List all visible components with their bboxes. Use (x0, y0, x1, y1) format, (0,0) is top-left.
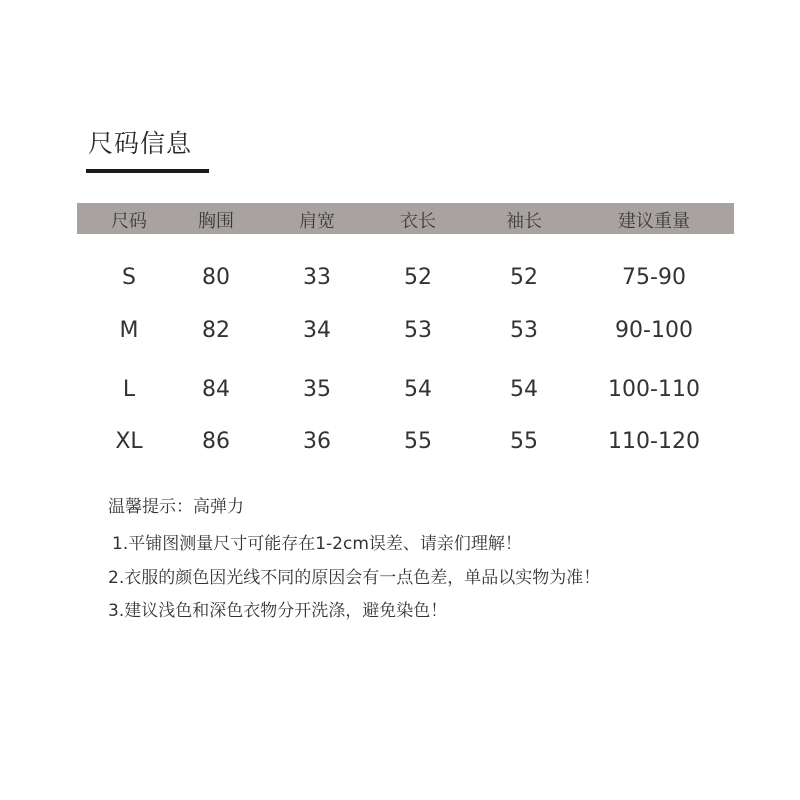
length-cell: 55 (404, 429, 432, 454)
chest-cell: 84 (202, 377, 230, 402)
note-item: 3.建议浅色和深色衣物分开洗涤，避免染色！ (108, 601, 448, 621)
note-item: 1.平铺图测量尺寸可能存在1-2cm误差、请亲们理解！ (112, 534, 522, 554)
header-weight: 建议重量 (618, 211, 690, 232)
header-sleeve: 袖长 (506, 211, 542, 232)
header-size: 尺码 (111, 211, 147, 232)
notes-heading: 温馨提示：高弹力 (108, 497, 244, 517)
shoulder-cell: 33 (303, 265, 331, 290)
shoulder-cell: 34 (303, 318, 331, 343)
size-cell: XL (115, 429, 143, 454)
size-cell: M (119, 318, 139, 343)
size-cell: S (122, 265, 136, 290)
size-table (77, 203, 734, 454)
length-cell: 54 (404, 377, 432, 402)
length-cell: 52 (404, 265, 432, 290)
shoulder-cell: 36 (303, 429, 331, 454)
header-shoulder: 肩宽 (299, 211, 335, 232)
header-chest: 胸围 (198, 211, 234, 232)
weight-cell: 90-100 (615, 318, 693, 343)
table-row (77, 318, 734, 358)
length-cell: 53 (404, 318, 432, 343)
header-length: 衣长 (400, 211, 436, 232)
weight-cell: 75-90 (622, 265, 686, 290)
sleeve-cell: 55 (510, 429, 538, 454)
title-underline (86, 169, 209, 173)
shoulder-cell: 35 (303, 377, 331, 402)
chest-cell: 80 (202, 265, 230, 290)
table-row (77, 265, 734, 305)
size-cell: L (122, 377, 136, 402)
chest-cell: 82 (202, 318, 230, 343)
table-header-row (77, 203, 734, 234)
table-row (77, 377, 734, 417)
sleeve-cell: 53 (510, 318, 538, 343)
note-item: 2.衣服的颜色因光线不同的原因会有一点色差，单品以实物为准！ (108, 568, 601, 588)
sleeve-cell: 52 (510, 265, 538, 290)
weight-cell: 110-120 (608, 429, 700, 454)
weight-cell: 100-110 (608, 377, 700, 402)
table-row (77, 429, 734, 469)
sleeve-cell: 54 (510, 377, 538, 402)
page-title: 尺码信息 (88, 129, 193, 158)
chest-cell: 86 (202, 429, 230, 454)
